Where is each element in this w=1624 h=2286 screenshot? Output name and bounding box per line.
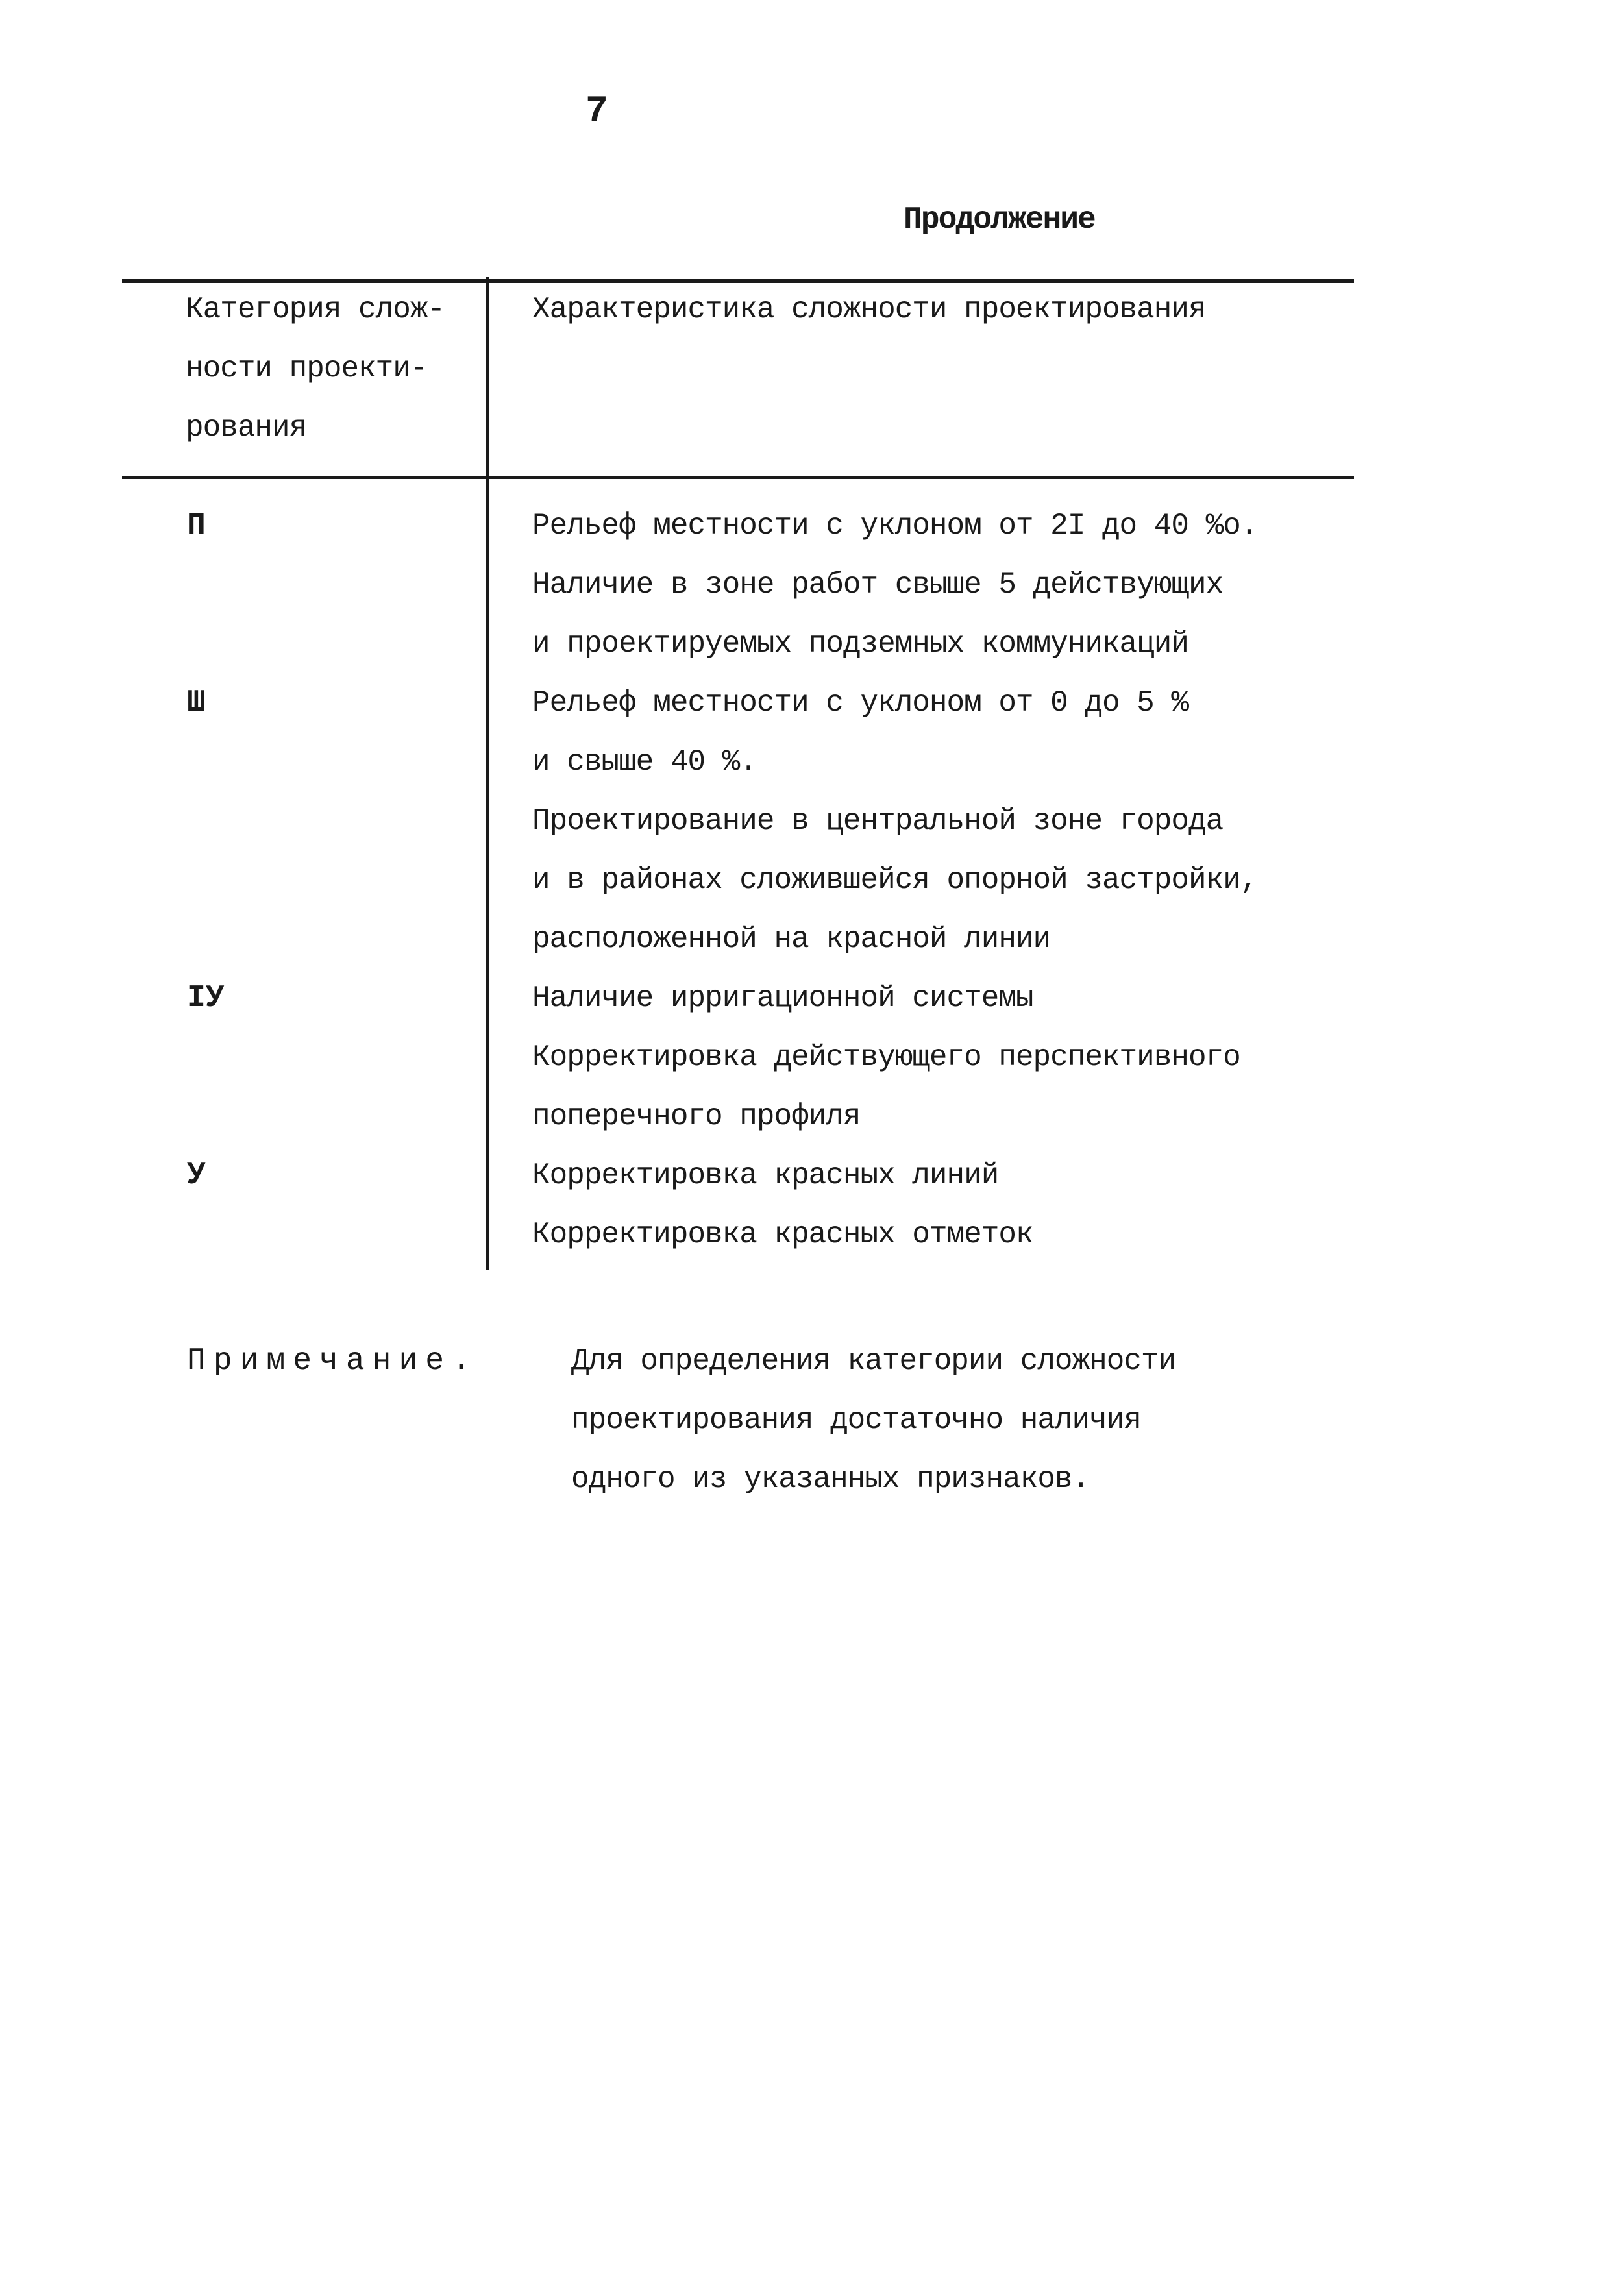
note-line: проектирования достаточно наличия (571, 1403, 1141, 1437)
row-line: расположенной на красной линии (532, 922, 1051, 956)
row-description (532, 674, 1257, 969)
row-line: и в районах сложившейся опорной застройки, (532, 863, 1258, 897)
row-category: Ш (187, 685, 206, 720)
row-line: Рельеф местности с уклоном от 0 до 5 % (532, 686, 1188, 720)
row-line: Корректировка действующего перспективного (532, 1040, 1240, 1074)
note-line: Для определения категории сложности (571, 1344, 1176, 1378)
row-category: IУ (187, 981, 225, 1016)
row-line: Проектирование в центральной зоне города (532, 804, 1224, 838)
row-description (532, 497, 1257, 674)
table-column-divider (486, 277, 489, 1270)
row-description (532, 1146, 1033, 1264)
row-line: Наличие ирригационной системы (532, 981, 1033, 1015)
page-number: 7 (585, 91, 608, 133)
row-line: поперечного профиля (532, 1100, 861, 1133)
header-category-line: Категоpия слож- (186, 293, 445, 326)
row-line: Корректировка красных отметок (532, 1218, 1033, 1251)
header-description: Характеристика сложности проектирования (532, 293, 1206, 326)
note-body (571, 1332, 1175, 1509)
row-line: Рельеф местности с уклоном от 2I до 40 %о. (532, 509, 1258, 543)
row-line: Корректировка красных линий (532, 1159, 999, 1192)
header-category-line: рования (186, 411, 307, 445)
note-label: Примечание. (187, 1344, 478, 1379)
row-category: П (187, 508, 206, 543)
note-line: одного из указанных признаков. (571, 1462, 1090, 1496)
continuation-label: Продолжение (904, 203, 1095, 238)
row-line: и проектируемых подземных коммуникаций (532, 627, 1188, 661)
row-line: Наличие в зоне работ свыше 5 действующих (532, 568, 1224, 602)
row-line: и свыше 40 %. (532, 745, 757, 779)
header-category-line: ности проекти- (186, 352, 428, 386)
row-category: У (187, 1158, 206, 1193)
row-description (532, 969, 1240, 1146)
table-header-rule (122, 476, 1354, 479)
header-category (186, 280, 445, 458)
